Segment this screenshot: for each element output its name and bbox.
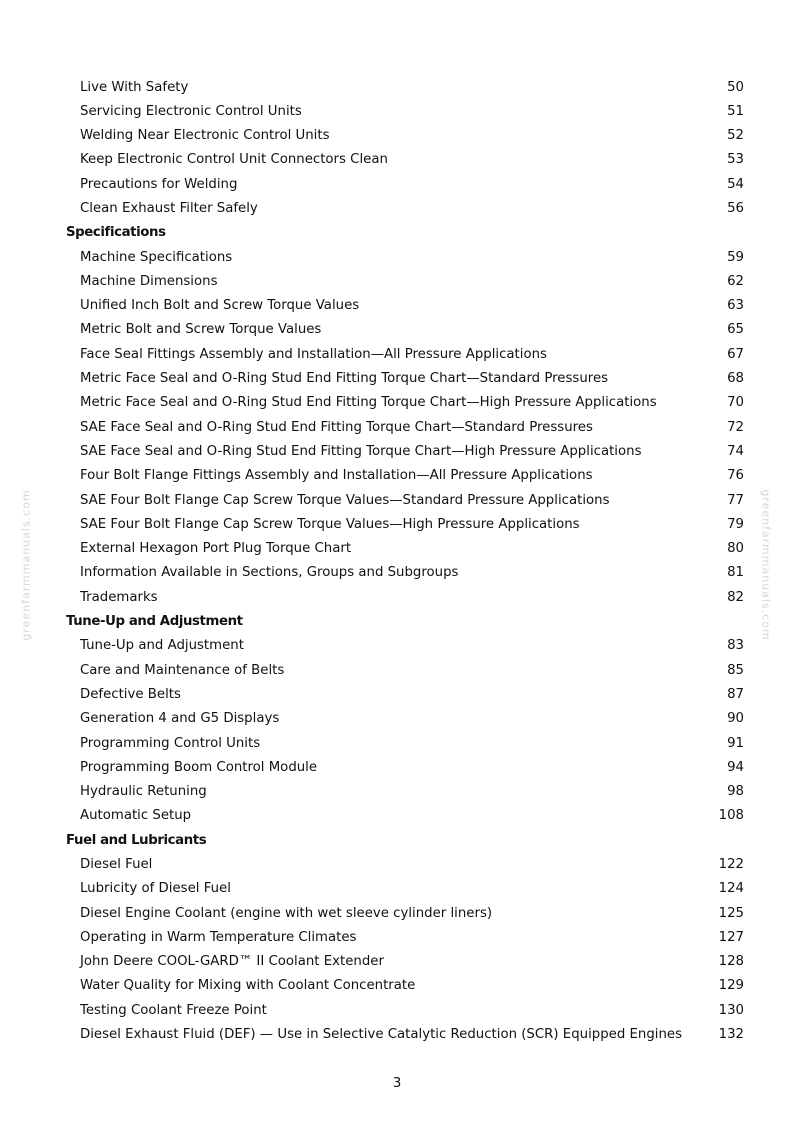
section-title: Specifications — [66, 225, 166, 241]
entry-title: Hydraulic Retuning — [80, 784, 207, 800]
toc-section-heading — [66, 221, 744, 245]
entry-page-number: 128 — [718, 954, 744, 970]
toc-entry[interactable] — [66, 294, 744, 318]
entry-title: Operating in Warm Temperature Climates — [80, 929, 357, 945]
entry-title: Care and Maintenance of Belts — [80, 662, 285, 678]
entry-title: Face Seal Fittings Assembly and Installation—All Pressure Applications — [80, 346, 547, 362]
entry-page-number: 68 — [727, 371, 744, 387]
entry-title: Programming Boom Control Module — [80, 759, 318, 775]
toc-entry[interactable] — [66, 1023, 744, 1047]
entry-page-number: 129 — [718, 978, 744, 994]
entry-page-number: 87 — [727, 686, 744, 702]
entry-title: SAE Four Bolt Flange Cap Screw Torque Values—Standard Pressure Applications — [80, 492, 610, 508]
toc-entry[interactable] — [66, 950, 744, 974]
entry-page-number: 59 — [727, 249, 744, 265]
entry-title: Diesel Exhaust Fluid (DEF) — Use in Selective Catalytic Reduction (SCR) Equipped Engines — [80, 1027, 682, 1043]
entry-title: Keep Electronic Control Unit Connectors Clean — [80, 152, 388, 168]
toc-entry[interactable] — [66, 634, 744, 658]
entry-title: Lubricity of Diesel Fuel — [80, 881, 231, 897]
entry-title: Diesel Fuel — [80, 857, 153, 872]
toc-entry[interactable] — [66, 488, 744, 512]
entry-page-number: 67 — [727, 346, 744, 362]
entry-page-number: 54 — [727, 176, 744, 192]
entry-page-number: 83 — [727, 638, 744, 654]
entry-page-number: 90 — [727, 711, 744, 727]
entry-page-number: 52 — [727, 128, 744, 144]
entry-title: Precautions for Welding — [80, 176, 238, 192]
entry-page-number: 62 — [727, 273, 744, 289]
toc-entry[interactable] — [66, 318, 744, 342]
entry-page-number: 56 — [727, 200, 744, 216]
entry-page-number: 53 — [727, 152, 744, 168]
toc-entry[interactable] — [66, 804, 744, 828]
entry-page-number: 122 — [718, 857, 744, 872]
entry-page-number: 50 — [727, 79, 744, 95]
toc-entry[interactable] — [66, 537, 744, 561]
entry-title: Welding Near Electronic Control Units — [80, 128, 330, 144]
entry-title: Tune-Up and Adjustment — [80, 638, 244, 654]
toc-section-heading — [66, 610, 744, 634]
entry-page-number: 91 — [727, 735, 744, 751]
toc-entry[interactable] — [66, 439, 744, 463]
entry-page-number: 76 — [727, 468, 744, 484]
toc-entry[interactable] — [66, 877, 744, 901]
toc-entry[interactable] — [66, 148, 744, 172]
entry-page-number: 127 — [718, 929, 744, 945]
toc-entry[interactable] — [66, 172, 744, 196]
entry-title: SAE Face Seal and O-Ring Stud End Fitting Torque Chart—Standard Pressures — [80, 419, 593, 435]
entry-page-number: 81 — [727, 565, 744, 581]
entry-title: Machine Specifications — [80, 249, 233, 265]
toc-entry[interactable] — [66, 269, 744, 293]
entry-page-number: 77 — [727, 492, 744, 508]
entry-title: Diesel Engine Coolant (engine with wet sleeve cylinder liners) — [80, 905, 493, 921]
toc-entry[interactable] — [66, 585, 744, 609]
watermark-left: greenfarmmanuals.com — [19, 489, 33, 641]
entry-title: Information Available in Sections, Groups and Subgroups — [80, 565, 459, 581]
entry-title: Servicing Electronic Control Units — [80, 103, 302, 119]
toc-entry[interactable] — [66, 196, 744, 220]
toc-entry[interactable] — [66, 391, 744, 415]
toc-entry[interactable] — [66, 658, 744, 682]
entry-title: Testing Coolant Freeze Point — [80, 1002, 267, 1018]
toc-entry[interactable] — [66, 99, 744, 123]
section-title: Tune-Up and Adjustment — [66, 614, 243, 630]
entry-title: Defective Belts — [80, 686, 181, 702]
entry-page-number: 51 — [727, 103, 744, 119]
entry-title: Metric Face Seal and O-Ring Stud End Fitting Torque Chart—Standard Pressures — [80, 371, 609, 387]
entry-title: External Hexagon Port Plug Torque Chart — [80, 541, 352, 557]
entry-title: Metric Bolt and Screw Torque Values — [80, 322, 322, 338]
entry-title: Trademarks — [80, 589, 158, 605]
entry-title: SAE Face Seal and O-Ring Stud End Fitting Torque Chart—High Pressure Applications — [80, 443, 642, 459]
entry-page-number: 98 — [727, 784, 744, 800]
entry-page-number: 79 — [727, 516, 744, 532]
section-title: Fuel and Lubricants — [66, 832, 207, 848]
toc-entry[interactable] — [66, 75, 744, 99]
toc-entry[interactable] — [66, 974, 744, 998]
entry-title: Four Bolt Flange Fittings Assembly and Installation—All Pressure Applications — [80, 468, 593, 484]
toc-entry[interactable] — [66, 682, 744, 706]
entry-title: Metric Face Seal and O-Ring Stud End Fitting Torque Chart—High Pressure Applications — [80, 395, 657, 411]
toc-entry[interactable] — [66, 512, 744, 536]
entry-page-number: 72 — [727, 419, 744, 435]
entry-title: Generation 4 and G5 Displays — [80, 711, 280, 727]
entry-title: Programming Control Units — [80, 735, 261, 751]
entry-page-number: 63 — [727, 298, 744, 314]
toc-entry[interactable] — [66, 561, 744, 585]
entry-title: Machine Dimensions — [80, 273, 218, 289]
entry-page-number: 70 — [727, 395, 744, 411]
toc-entry[interactable] — [66, 124, 744, 148]
entry-title: Water Quality for Mixing with Coolant Concentrate — [80, 978, 416, 994]
toc-entry[interactable] — [66, 853, 744, 877]
page-number: 3 — [392, 1075, 402, 1091]
toc-entry[interactable] — [66, 245, 744, 269]
toc-entry[interactable] — [66, 731, 744, 755]
entry-title: Clean Exhaust Filter Safely — [80, 200, 258, 216]
table-of-contents — [66, 75, 744, 1047]
toc-entry[interactable] — [66, 998, 744, 1022]
toc-entry[interactable] — [66, 925, 744, 949]
entry-page-number: 125 — [718, 905, 744, 921]
entry-title: Unified Inch Bolt and Screw Torque Values — [80, 298, 360, 314]
toc-entry[interactable] — [66, 707, 744, 731]
entry-page-number: 94 — [727, 759, 744, 775]
toc-entry[interactable] — [66, 901, 744, 925]
entry-page-number: 80 — [727, 541, 744, 557]
entry-page-number: 108 — [718, 808, 744, 824]
entry-title: SAE Four Bolt Flange Cap Screw Torque Values—High Pressure Applications — [80, 516, 580, 532]
entry-page-number: 85 — [727, 662, 744, 678]
watermark-right: greenfarmmanuals.com — [759, 489, 773, 641]
entry-page-number: 82 — [727, 589, 744, 605]
entry-page-number: 132 — [718, 1027, 744, 1043]
entry-title: Automatic Setup — [80, 808, 192, 824]
toc-entry[interactable] — [66, 415, 744, 439]
toc-entry[interactable] — [66, 780, 744, 804]
entry-page-number: 65 — [727, 322, 744, 338]
entry-title: Live With Safety — [80, 79, 189, 95]
entry-page-number: 130 — [718, 1002, 744, 1018]
toc-section-heading — [66, 828, 744, 852]
toc-entry[interactable] — [66, 342, 744, 366]
entry-page-number: 124 — [718, 881, 744, 897]
toc-entry[interactable] — [66, 755, 744, 779]
toc-entry[interactable] — [66, 367, 744, 391]
entry-title: John Deere COOL-GARD™ II Coolant Extender — [80, 954, 384, 970]
toc-entry[interactable] — [66, 464, 744, 488]
entry-page-number: 74 — [727, 443, 744, 459]
